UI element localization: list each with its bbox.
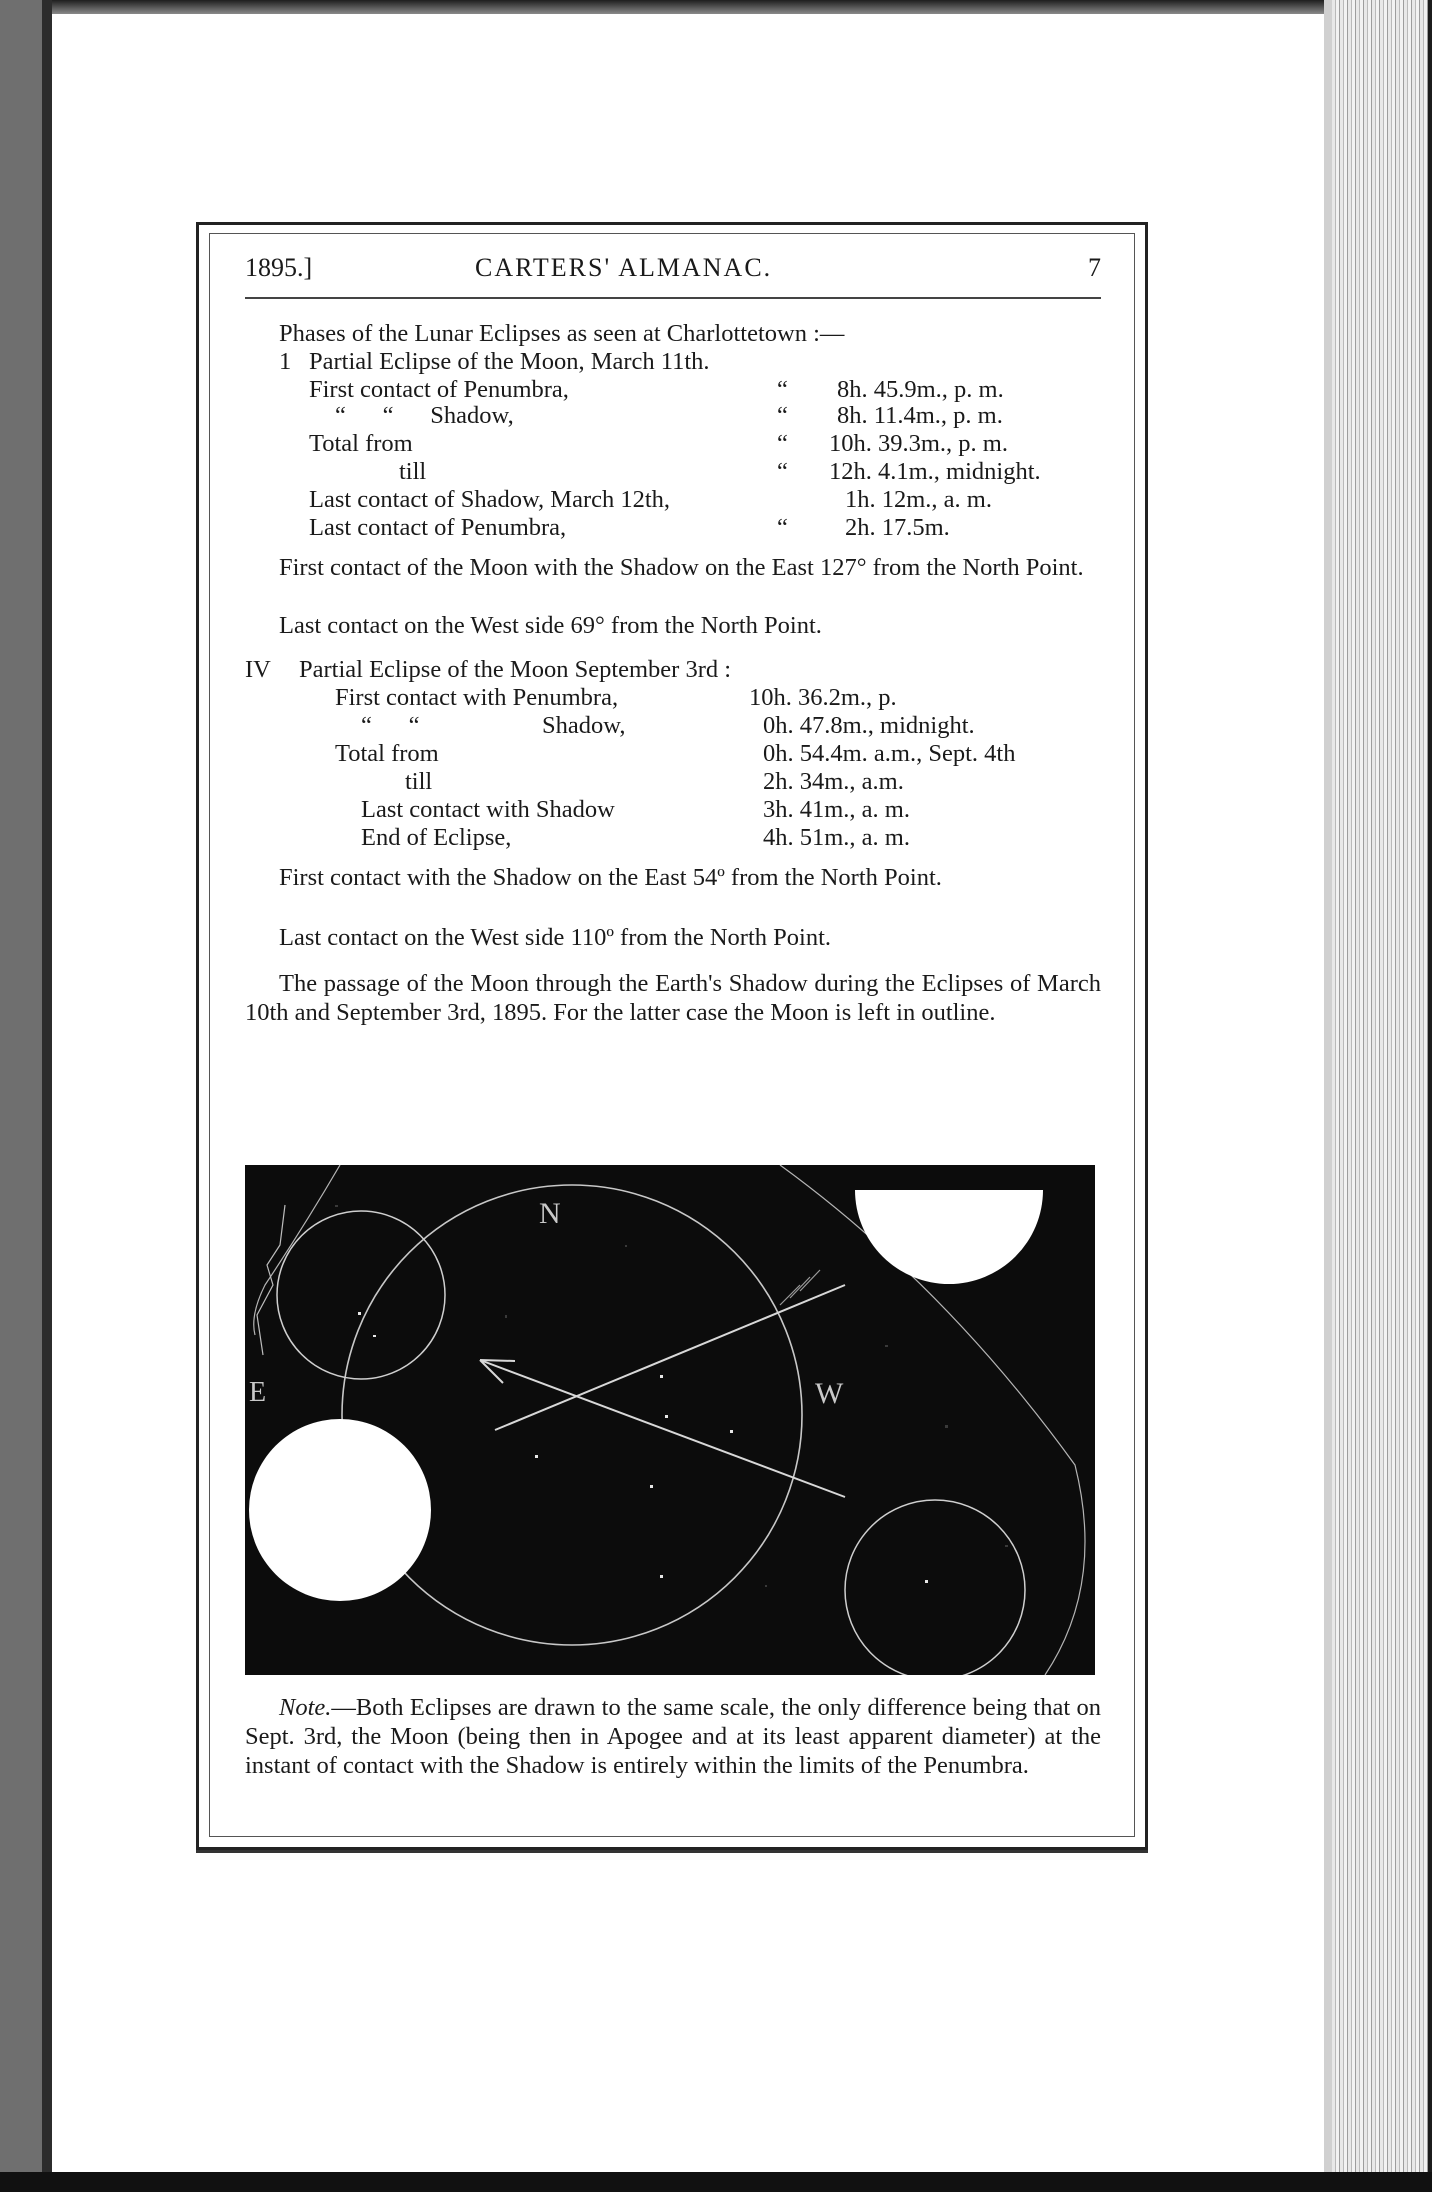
eclipse1-row-time: 12h. 4.1m., midnight. (829, 458, 1041, 485)
eclipse4-row-time: 0h. 47.8m., midnight. (763, 712, 975, 739)
eclipse1-row-time: 8h. 45.9m., p. m. (837, 376, 1004, 403)
eclipse4-row-time: 0h. 54.4m. a.m., Sept. 4th (763, 740, 1016, 767)
eclipse4-note1-text: First contact with the Shadow on the East 54º from the North Point. (279, 864, 942, 891)
frame-bottom-rule (196, 1850, 1148, 1853)
eclipse4-row-label: First contact with Penumbra, (335, 684, 619, 711)
eclipse1-row-label: Last contact of Penumbra, (309, 514, 567, 541)
eclipse4-row-time: 2h. 34m., a.m. (763, 768, 904, 795)
west-label: W (815, 1377, 844, 1410)
eclipse1-row-label: First contact of Penumbra, (309, 376, 569, 403)
eclipse4-row-label: Last contact with Shadow (361, 796, 615, 823)
east-label: E (249, 1377, 267, 1408)
eclipse4-last-contact-note: Last contact on the West side 110º from the North Point. (279, 924, 832, 951)
eclipse4-row-time: 3h. 41m., a. m. (763, 796, 910, 823)
eclipse4-row-time: 4h. 51m., a. m. (763, 824, 910, 851)
header-year: 1895.] (245, 253, 313, 282)
eclipse4-title: Partial Eclipse of the Moon September 3rd : (299, 656, 732, 683)
scan-bottom-edge (0, 2172, 1432, 2192)
eclipse1-first-contact-note (245, 553, 1101, 582)
eclipse4-row-time: 10h. 36.2m., p. (749, 684, 897, 711)
eclipse4-first-contact-note (245, 863, 1101, 892)
header-title: CARTERS' ALMANAC. (475, 253, 773, 282)
eclipse1-row-mark: “ (777, 376, 788, 403)
eclipse4-row-label: “ “ Shadow, (361, 712, 626, 739)
figure-description (245, 969, 1101, 1027)
intro-heading: Phases of the Lunar Eclipses as seen at Charlottetown :— (279, 320, 845, 347)
page-frame (196, 222, 1148, 1850)
figure-description-text: The passage of the Moon through the Earth's Shadow during the Eclipses of March 10th and September 3rd, 1895. For the latter case the Moon is left in outline. (245, 970, 1101, 1026)
eclipse1-row-mark: “ (777, 458, 788, 485)
eclipse1-number: 1 (279, 348, 292, 375)
north-label: N (539, 1197, 561, 1230)
eclipse1-row-mark: “ (777, 514, 788, 541)
eclipse1-row-label: till (399, 458, 427, 485)
eclipse1-row-time: 2h. 17.5m. (845, 514, 950, 541)
eclipse1-row-time: 8h. 11.4m., p. m. (837, 402, 1003, 429)
eclipse1-row-time: 10h. 39.3m., p. m. (829, 430, 1008, 457)
eclipse1-row-label: Total from (309, 430, 413, 457)
book-page-edges (1332, 0, 1432, 2192)
eclipse1-row-time: 1h. 12m., a. m. (845, 486, 992, 513)
eclipse1-row-mark: “ (777, 430, 788, 457)
running-header (245, 253, 1101, 293)
eclipse-diagram-svg (245, 1165, 1095, 1675)
eclipse-diagram (245, 1165, 1095, 1675)
note-text: —Both Eclipses are drawn to the same scale, the only difference being that on Sept. 3rd, the Moon (being then in Apogee and at its least apparent diameter) at the instant of contact with the Shadow is entirely within the limits of the Penumbra. (245, 1694, 1101, 1779)
moon-solid-east (249, 1419, 431, 1601)
header-rule (245, 297, 1101, 299)
scan-left-edge (0, 0, 52, 2192)
eclipse4-row-label: till (405, 768, 433, 795)
page-content (245, 253, 1101, 1779)
note-paragraph (245, 1693, 1101, 1780)
note-label: Note. (279, 1694, 332, 1721)
eclipse1-row-label: “ “ Shadow, (335, 402, 514, 429)
page-number: 7 (1088, 253, 1101, 282)
eclipse4-row-label: End of Eclipse, (361, 824, 512, 851)
eclipse1-title: Partial Eclipse of the Moon, March 11th. (309, 348, 710, 375)
eclipse4-number: IV (245, 656, 271, 683)
eclipse4-row-label: Total from (335, 740, 439, 767)
eclipse1-note1-text: First contact of the Moon with the Shadow on the East 127° from the North Point. (279, 554, 1084, 581)
eclipse1-last-contact-note: Last contact on the West side 69° from the North Point. (279, 612, 822, 639)
eclipse1-row-mark: “ (777, 402, 788, 429)
eclipse1-row-label: Last contact of Shadow, March 12th, (309, 486, 671, 513)
scan-top-edge (0, 0, 1432, 14)
